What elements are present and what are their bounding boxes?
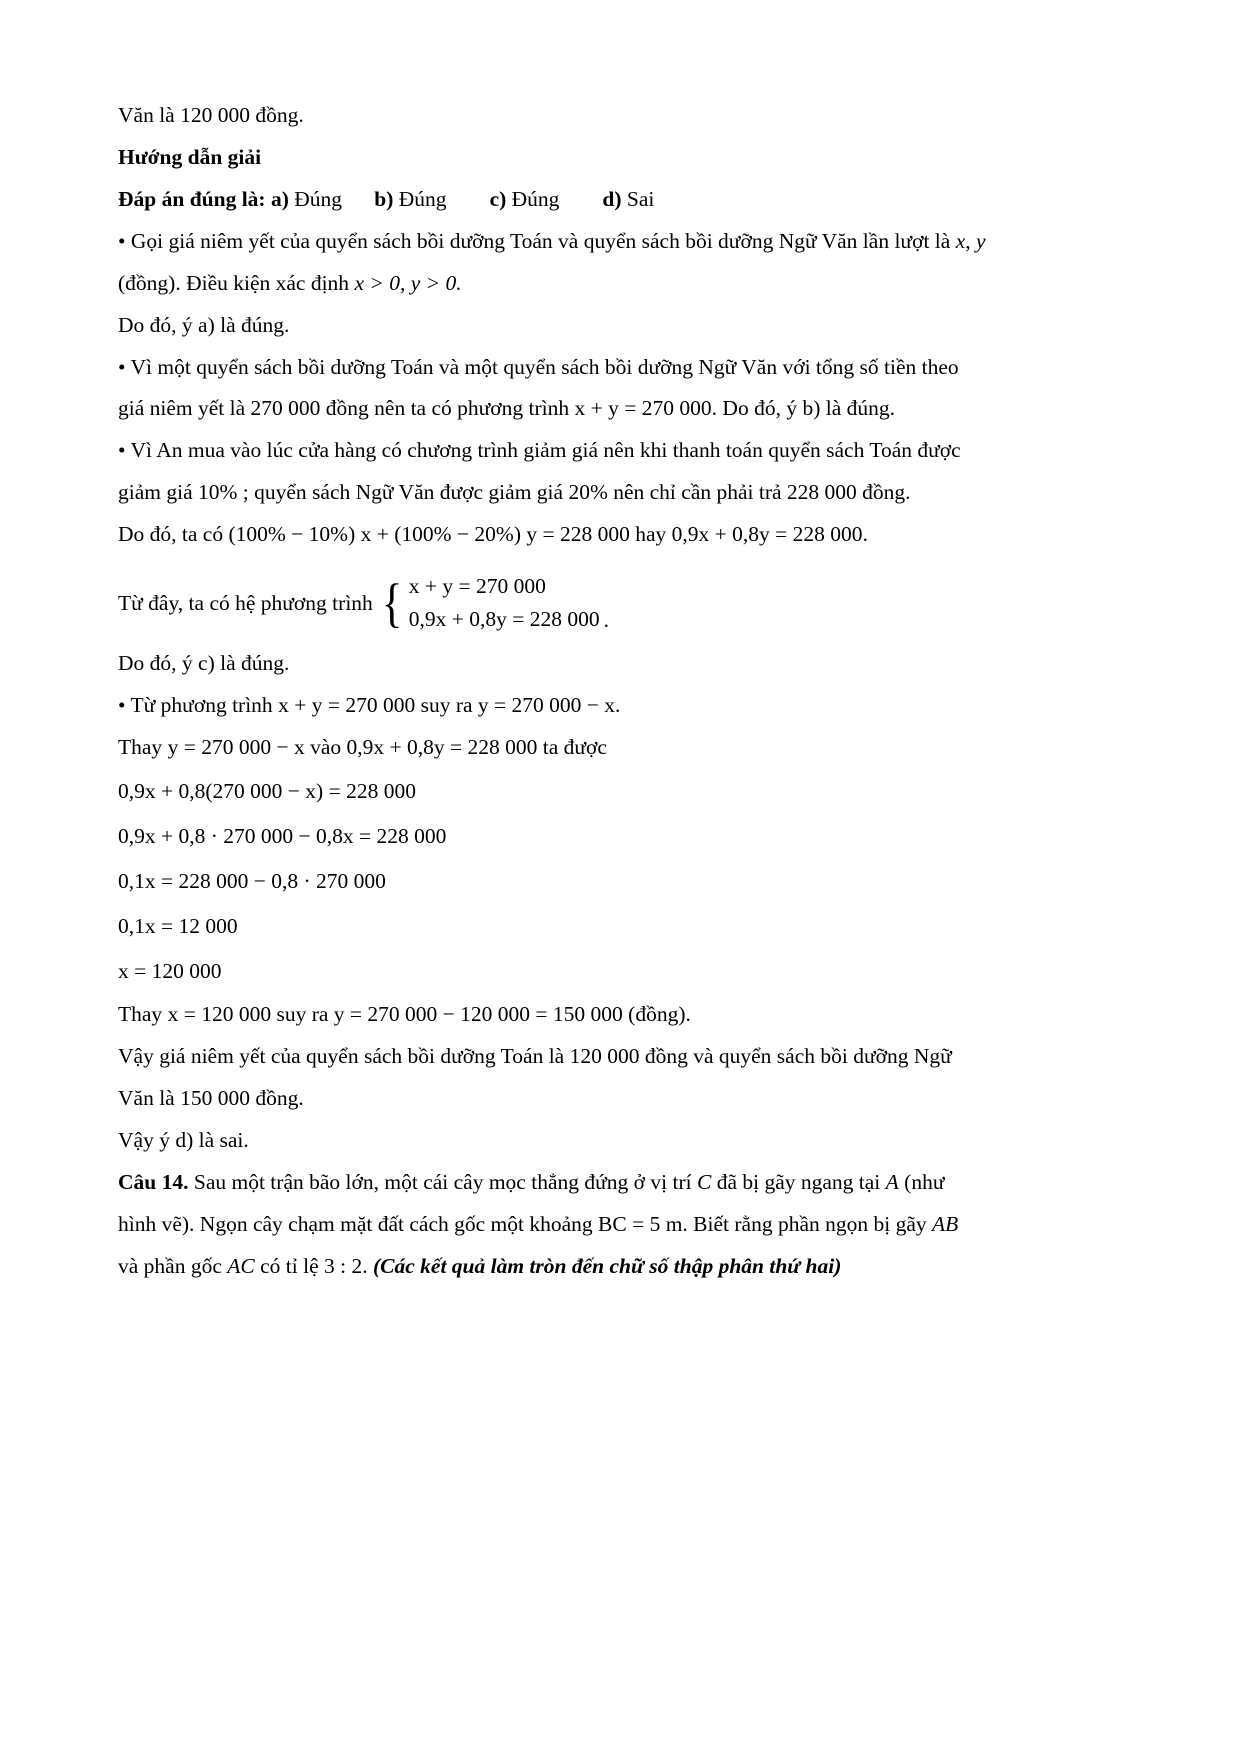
conclusion-a-text: Do đó, ý a) là đúng.	[118, 312, 290, 337]
period: .	[862, 522, 868, 547]
question-14-period: .	[362, 1253, 368, 1278]
condition-y: y > 0.	[410, 270, 462, 295]
equation-discount: (100% − 10%) x + (100% − 20%) y = 228 000	[228, 522, 630, 547]
question-14-line-1	[118, 1162, 1122, 1204]
answer-c-key: c)	[489, 186, 507, 211]
suy-ra-word: suy ra	[420, 692, 473, 717]
final-conclusion-line-2	[118, 1078, 1122, 1120]
answer-a-key: a)	[270, 186, 289, 211]
answer-d-value: Sai	[626, 186, 655, 211]
segment-BC-value: BC = 5 m	[598, 1211, 683, 1236]
step-2-text: 0,9x + 0,8 · 270 000 − 0,8x = 228 000	[118, 823, 447, 848]
bullet-3-prefix: Do đó, ta có	[118, 522, 224, 547]
conclusion-a	[118, 305, 1122, 347]
answer-b-value: Đúng	[398, 186, 447, 211]
conclusion-d-text: Vậy ý d) là sai.	[118, 1128, 249, 1152]
answer-d-key: d)	[602, 186, 622, 211]
bullet-2-text-2: giá niêm yết là 270 000 đồng nên ta có phương trình	[118, 396, 570, 421]
equation-back-1: x = 120 000	[167, 1002, 272, 1027]
question-14-text-6: và phần gốc	[118, 1253, 222, 1278]
equation-b4-1: x + y = 270 000	[278, 692, 416, 717]
bullet-1-text-2: (đồng). Điều kiện xác định	[118, 270, 350, 295]
equation-sum: x + y = 270 000	[574, 396, 712, 421]
solve-step-1	[118, 769, 1122, 814]
bullet-2-line-2	[118, 388, 1122, 430]
answer-c-value: Đúng	[511, 186, 560, 211]
solve-step-2	[118, 814, 1122, 859]
question-14-line-3	[118, 1246, 1122, 1288]
conclusion-c	[118, 643, 1122, 685]
system-rows	[409, 570, 600, 637]
conclusion-text-1: Vậy giá niêm yết của quyển sách bồi dưỡng Toán là 120 000 đồng và quyển sách bồi dưỡng Ngữ	[118, 1044, 952, 1069]
bullet-3-line-1	[118, 430, 1122, 472]
system-row-2: 0,9x + 0,8y = 228 000	[408, 607, 600, 632]
answer-label: Đáp án đúng là:	[118, 186, 266, 211]
bullet-4-line-1	[118, 685, 1122, 727]
equation-discount-simplified: 0,9x + 0,8y = 228 000	[671, 522, 863, 547]
question-14-text-5: . Biết rằng phần ngọn bị gãy	[682, 1211, 927, 1236]
answer-key-line	[118, 179, 1122, 221]
bullet-3-text: • Vì An mua vào lúc cửa hàng có chương trình giảm giá nên khi thanh toán quyển sách Toán được	[118, 438, 961, 463]
bullet-2-line-1	[118, 347, 1122, 389]
dong-unit: (đồng).	[628, 1002, 691, 1027]
solve-step-3	[118, 859, 1122, 904]
period-b4: .	[615, 692, 621, 717]
line-text: Văn là 120 000 đồng.	[118, 103, 304, 127]
segment-AB: AB	[932, 1211, 959, 1236]
heading-text: Hướng dẫn giải	[118, 144, 262, 169]
solve-step-5	[118, 949, 1122, 994]
system-of-equations	[379, 570, 600, 637]
bullet-2-text-3: . Do đó, ý b) là đúng.	[711, 396, 895, 421]
equation-b4-2: y = 270 000 − x	[477, 692, 616, 717]
conclusion-text-2: Văn là 150 000 đồng.	[118, 1086, 304, 1111]
solve-step-4	[118, 904, 1122, 949]
bullet-1-line-2	[118, 263, 1122, 305]
point-A: A	[885, 1169, 899, 1194]
question-14-line-2	[118, 1204, 1122, 1246]
conclusion-c-text: Do đó, ý c) là đúng.	[118, 650, 290, 675]
point-C: C	[696, 1169, 712, 1194]
bullet-3-line-2	[118, 472, 1122, 514]
step-4-text: 0,1x = 12 000	[118, 913, 238, 938]
step-3-text: 0,1x = 228 000 − 0,8 · 270 000	[118, 868, 386, 893]
answer-b-key: b)	[374, 186, 394, 211]
comma: ,	[965, 228, 971, 253]
bullet-1-text: • Gọi giá niêm yết của quyển sách bồi dưỡng Toán và quyển sách bồi dưỡng Ngữ Văn lần lượt là	[118, 228, 951, 253]
system-row-1: x + y = 270 000	[408, 574, 546, 599]
suy-ra-word-2: suy ra	[276, 1002, 329, 1027]
step-1-text: 0,9x + 0,8(270 000 − x) = 228 000	[118, 778, 416, 803]
segment-AC: AC	[227, 1253, 255, 1278]
hay-word: hay	[635, 522, 667, 547]
text-line-continuation	[118, 95, 1122, 137]
question-14-text-1: Sau một trận bão lớn, một cái cây mọc thẳng đứng ở vị trí	[193, 1169, 692, 1194]
answer-a-value: Đúng	[294, 186, 343, 211]
question-14-text-7: có tỉ lệ	[260, 1253, 319, 1278]
conclusion-d	[118, 1120, 1122, 1162]
thay2-word: Thay	[118, 1002, 163, 1027]
left-brace-icon: {	[381, 573, 403, 634]
equation-back-2: y = 270 000 − 120 000 = 150 000	[333, 1002, 623, 1027]
var-y: y	[975, 228, 986, 253]
bullet-3-text-2: giảm giá 10% ; quyển sách Ngữ Văn được giảm giá 20% nên chỉ cần phải trả 228 000 đồng.	[118, 480, 911, 505]
thay-word: Thay	[118, 734, 163, 759]
vao-word: vào	[310, 734, 342, 759]
question-14-text-4: hình vẽ). Ngọn cây chạm mặt đất cách gốc một khoảng	[118, 1211, 593, 1236]
question-14-label: Câu 14.	[118, 1169, 189, 1194]
final-conclusion-line-1	[118, 1036, 1122, 1078]
section-heading-solution	[118, 137, 1122, 179]
bullet-4-prefix: • Từ phương trình	[118, 692, 273, 717]
system-label: Từ đây, ta có hệ phương trình	[118, 590, 373, 615]
bullet-1-line-1	[118, 221, 1122, 263]
var-x: x	[955, 228, 966, 253]
ratio-value: 3 : 2	[324, 1253, 363, 1278]
system-of-equations-block	[118, 570, 1122, 637]
ta-duoc-word: ta được	[542, 734, 607, 759]
bullet-2-text: • Vì một quyển sách bồi dưỡng Toán và một quyển sách bồi dưỡng Ngữ Văn với tổng số tiền theo	[118, 354, 959, 379]
substitution-line	[118, 727, 1122, 769]
equation-sub-1: y = 270 000 − x	[167, 734, 305, 759]
back-substitution-line	[118, 994, 1122, 1036]
system-period: .	[603, 607, 609, 632]
condition-x: x > 0,	[354, 270, 406, 295]
step-5-text: x = 120 000	[118, 959, 222, 984]
question-14-text-3: (như	[904, 1169, 945, 1194]
question-14-note: (Các kết quả làm tròn đến chữ số thập phân thứ hai)	[373, 1253, 842, 1278]
equation-sub-2: 0,9x + 0,8y = 228 000	[346, 734, 538, 759]
question-14-text-2: đã bị gãy ngang tại	[716, 1169, 881, 1194]
bullet-3-line-3	[118, 514, 1122, 556]
